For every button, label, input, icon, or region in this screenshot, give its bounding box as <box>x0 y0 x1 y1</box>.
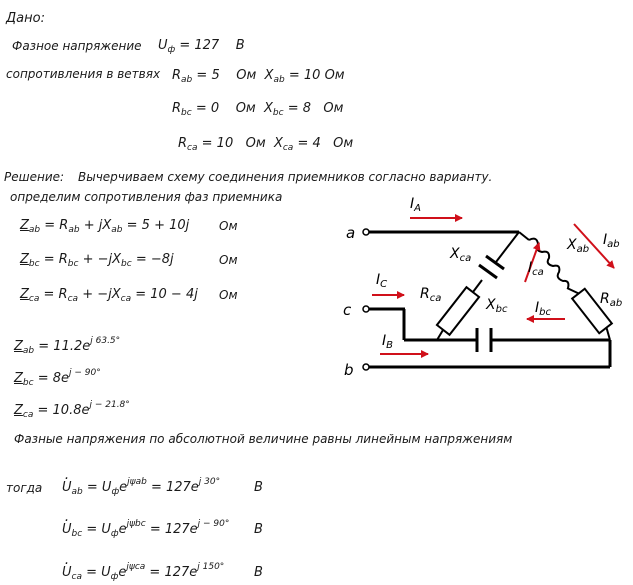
solution-header: Решение: <box>4 170 65 184</box>
label-xca: $X_{ca}$ <box>450 246 472 264</box>
node-a-label: a <box>346 224 356 242</box>
given-row-ab: $R_{ab} = 5$ Ом $X_{ab} = 10$ Ом <box>172 68 345 85</box>
impedance-row-ca: $Z_{ca} = R_{ca} + -jX_{ca} = 10 - 4j$ <box>20 287 198 304</box>
node-c-label: c <box>343 301 352 319</box>
voltage-ab: · $U_{ab} = U_фe^{j\psi ab} = 127e^{j 30^\circ}$ <box>62 481 220 494</box>
voltage-ab-unit: В <box>254 480 263 495</box>
terminal-b <box>363 364 369 370</box>
label-rab: $R_{ab}$ <box>600 291 623 309</box>
polar-ca: $Z_{ca} = 10.8e^{j - 21.8^\circ}$ <box>14 400 130 420</box>
impedance-row-ab: $Z_{ab} = R_{ab} + jX_{ab} = 5 + 10j$ <box>20 218 190 235</box>
solution-text-2: определим сопротивления фаз приемника <box>10 190 283 204</box>
impedance-row-bc: $Z_{bc} = R_{bc} + -jX_{bc} = -8j$ <box>20 252 174 269</box>
given-header: Дано: <box>6 11 45 26</box>
label-xab: $X_{ab}$ <box>567 237 590 255</box>
label-iab: $I_{ab}$ <box>603 232 620 250</box>
label-ib: $I_B$ <box>382 333 394 351</box>
label-ia: $I_A$ <box>410 196 421 214</box>
given-row-bc: $R_{bc} = 0$ Ом $X_{bc} = 8$ Ом <box>172 101 344 118</box>
then-label: тогда <box>6 481 43 495</box>
impedance-unit-ca: Ом <box>219 288 238 302</box>
given-row-ca: $R_{ca} = 10$ Ом $X_{ca} = 4$ Ом <box>178 136 354 153</box>
phase-voltage-label: Фазное напряжение <box>12 39 142 53</box>
label-ibc: $I_{bc}$ <box>535 300 551 318</box>
voltage-ca-unit: В <box>254 565 263 580</box>
phase-voltage-value: $U_ф = 127$ В <box>158 38 245 55</box>
solution-text-1: Вычерчиваем схему соединения приемников согласно варианту. <box>78 170 493 184</box>
voltage-bc-unit: В <box>254 522 263 537</box>
capacitor-xbc <box>477 328 491 352</box>
label-xbc: $X_{bc}$ <box>486 297 508 315</box>
label-rca: $R_{ca}$ <box>420 286 442 304</box>
node-b-label: b <box>344 361 354 379</box>
capacitor-xca <box>479 256 504 278</box>
resistor-rca <box>437 287 479 335</box>
label-ic: $I_C$ <box>376 272 388 290</box>
polar-bc: $Z_{bc} = 8e^{j - 90^\circ}$ <box>14 368 101 388</box>
label-ica: $I_{ca}$ <box>528 260 544 278</box>
impedance-unit-ab: Ом <box>219 219 238 233</box>
voltage-bc: · $U_{bc} = U_фe^{j\psi bc} = 127e^{j - 90^\circ}$ <box>62 523 229 536</box>
branch-resistance-label: сопротивления в ветвях <box>6 67 161 81</box>
impedance-unit-bc: Ом <box>219 253 238 267</box>
voltage-ca: · $U_{ca} = U_фe^{j\psi ca} = 127e^{j 150^\circ}$ <box>62 566 224 579</box>
polar-ab: $Z_{ab} = 11.2e^{j 63.5^\circ}$ <box>14 336 121 356</box>
solution-text-3: Фазные напряжения по абсолютной величине равны линейным напряжениям <box>14 432 513 446</box>
terminal-c <box>363 306 369 312</box>
terminal-a <box>363 229 369 235</box>
